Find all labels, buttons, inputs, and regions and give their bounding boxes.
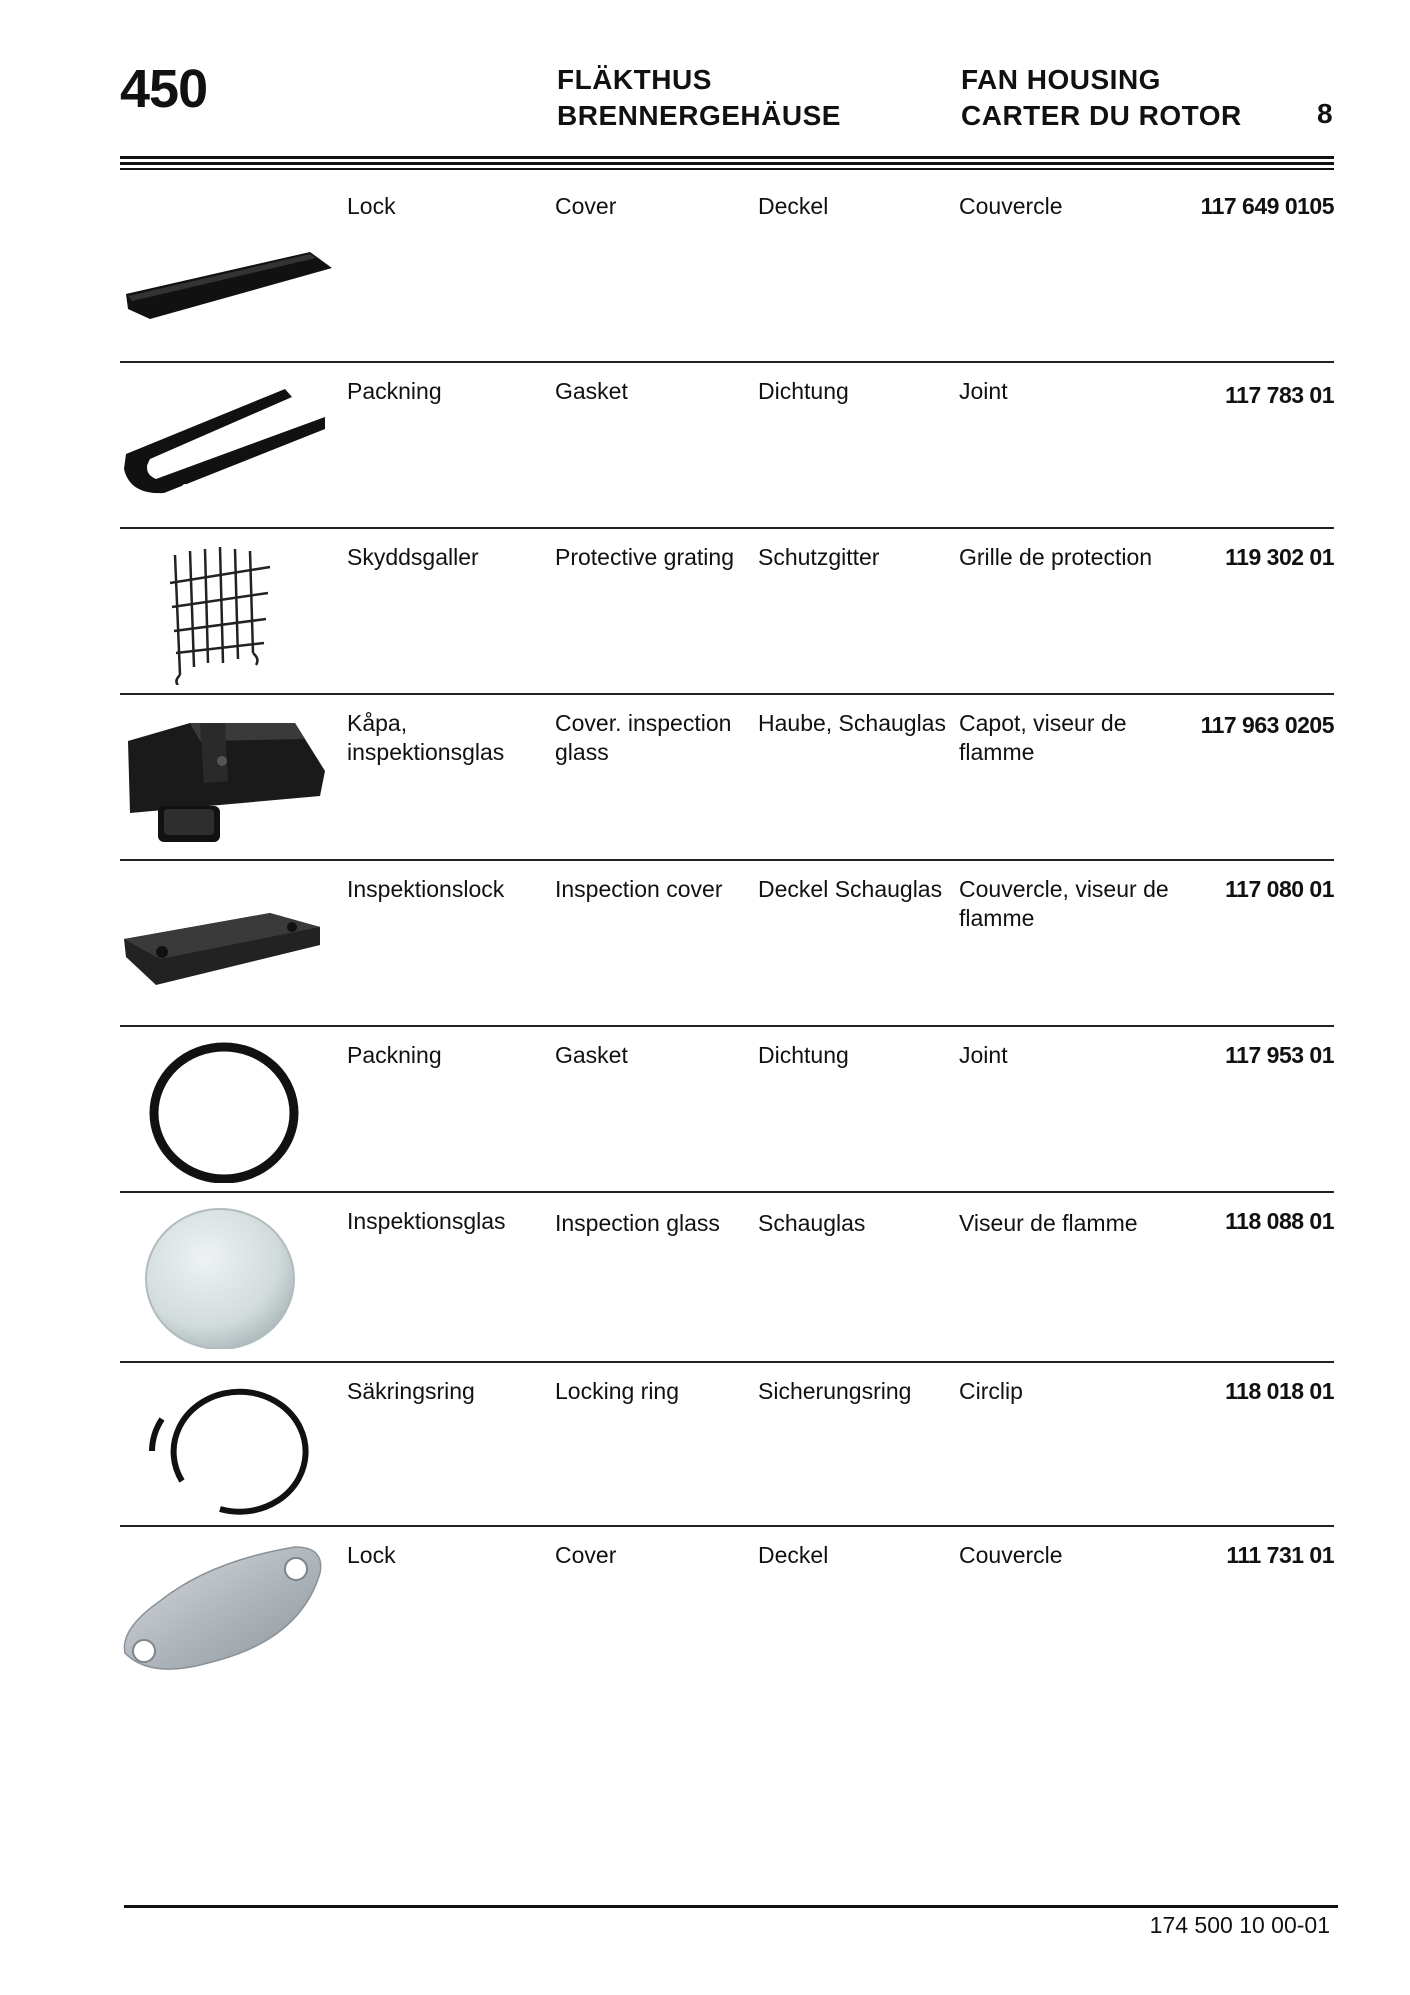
name-english: Inspection glass [555, 1210, 720, 1236]
name-swedish: Skyddsgaller [347, 544, 479, 570]
part-row [120, 693, 1334, 859]
black-cover-plate-icon [120, 184, 335, 334]
row-divider [120, 1025, 1334, 1027]
part-number: 117 649 0105 [1200, 193, 1334, 219]
part-number: 111 731 01 [1226, 1542, 1334, 1568]
part-number: 117 783 01 [1225, 382, 1334, 408]
name-german: Deckel [758, 1542, 829, 1568]
u-gasket-icon [120, 369, 335, 519]
part-row [120, 176, 1334, 342]
name-german: Deckel Schauglas [758, 876, 943, 902]
name-swedish: Kåpa, inspektionsglas [347, 710, 505, 765]
part-number: 119 302 01 [1225, 544, 1334, 570]
row-divider [120, 1525, 1334, 1527]
name-german: Sicherungsring [758, 1378, 912, 1404]
row-divider [120, 1191, 1334, 1193]
name-german: Schutzgitter [758, 544, 880, 570]
name-swedish: Inspektionsglas [347, 1208, 506, 1234]
inspection-hood-icon [120, 701, 335, 851]
part-row [120, 859, 1334, 1025]
name-english: Cover [555, 193, 617, 219]
inspection-cover-icon [120, 867, 335, 1017]
name-swedish: Lock [347, 193, 396, 219]
part-row [120, 1361, 1334, 1527]
name-german: Dichtung [758, 378, 849, 404]
part-row [120, 1191, 1334, 1357]
part-row [120, 361, 1334, 527]
row-divider [120, 527, 1334, 529]
name-swedish: Inspektionslock [347, 876, 505, 902]
section-title-en-fr [961, 62, 1242, 134]
document-number: 174 500 10 00-01 [1149, 1912, 1330, 1938]
footer-rule [124, 1905, 1338, 1908]
name-english: Locking ring [555, 1378, 680, 1404]
glass-disc-icon [120, 1199, 335, 1349]
title-french: CARTER DU ROTOR [961, 100, 1242, 131]
name-german: Schauglas [758, 1210, 866, 1236]
name-french: Couvercle [959, 1542, 1063, 1568]
part-number: 117 953 01 [1225, 1042, 1334, 1068]
name-french: Couvercle [959, 193, 1063, 219]
row-divider [120, 1361, 1334, 1363]
name-swedish: Packning [347, 378, 442, 404]
name-swedish: Lock [347, 1542, 396, 1568]
part-number: 118 018 01 [1225, 1378, 1334, 1404]
wire-grating-icon [120, 535, 335, 685]
name-english: Cover [555, 1542, 617, 1568]
row-divider [120, 693, 1334, 695]
name-english: Inspection cover [555, 876, 723, 902]
row-divider [120, 361, 1334, 363]
name-german: Dichtung [758, 1042, 849, 1068]
part-row [120, 1025, 1334, 1191]
row-divider [120, 859, 1334, 861]
name-french: Joint [959, 378, 1008, 404]
group-number: 8 [1317, 98, 1333, 129]
name-english: Gasket [555, 378, 628, 404]
title-english: FAN HOUSING [961, 64, 1161, 95]
name-french: Circlip [959, 1378, 1023, 1404]
name-english: Cover. inspection glass [555, 710, 732, 765]
name-swedish: Packning [347, 1042, 442, 1068]
name-swedish: Säkringsring [347, 1378, 475, 1404]
name-french: Joint [959, 1042, 1008, 1068]
name-german: Haube, Schauglas [758, 710, 946, 736]
circlip-icon [120, 1369, 335, 1519]
title-swedish: FLÄKTHUS [557, 64, 712, 95]
page-number: 450 [120, 59, 208, 119]
name-french: Viseur de flamme [959, 1210, 1138, 1236]
part-number: 117 963 0205 [1200, 712, 1334, 738]
name-french: Capot, viseur de flamme [959, 710, 1127, 765]
name-french: Grille de protection [959, 544, 1153, 570]
name-german: Deckel [758, 193, 829, 219]
flange-cover-icon [120, 1533, 335, 1683]
header-rule [120, 156, 1334, 170]
part-row [120, 527, 1334, 693]
o-ring-icon [120, 1033, 335, 1183]
part-row [120, 1525, 1334, 1691]
title-german: BRENNERGEHÄUSE [557, 100, 841, 131]
name-english: Gasket [555, 1042, 628, 1068]
part-number: 118 088 01 [1225, 1208, 1334, 1234]
name-french: Couvercle, viseur de flamme [959, 876, 1169, 931]
name-english: Protective grating [555, 544, 734, 570]
part-number: 117 080 01 [1225, 876, 1334, 902]
section-title-sv-de [557, 62, 841, 134]
